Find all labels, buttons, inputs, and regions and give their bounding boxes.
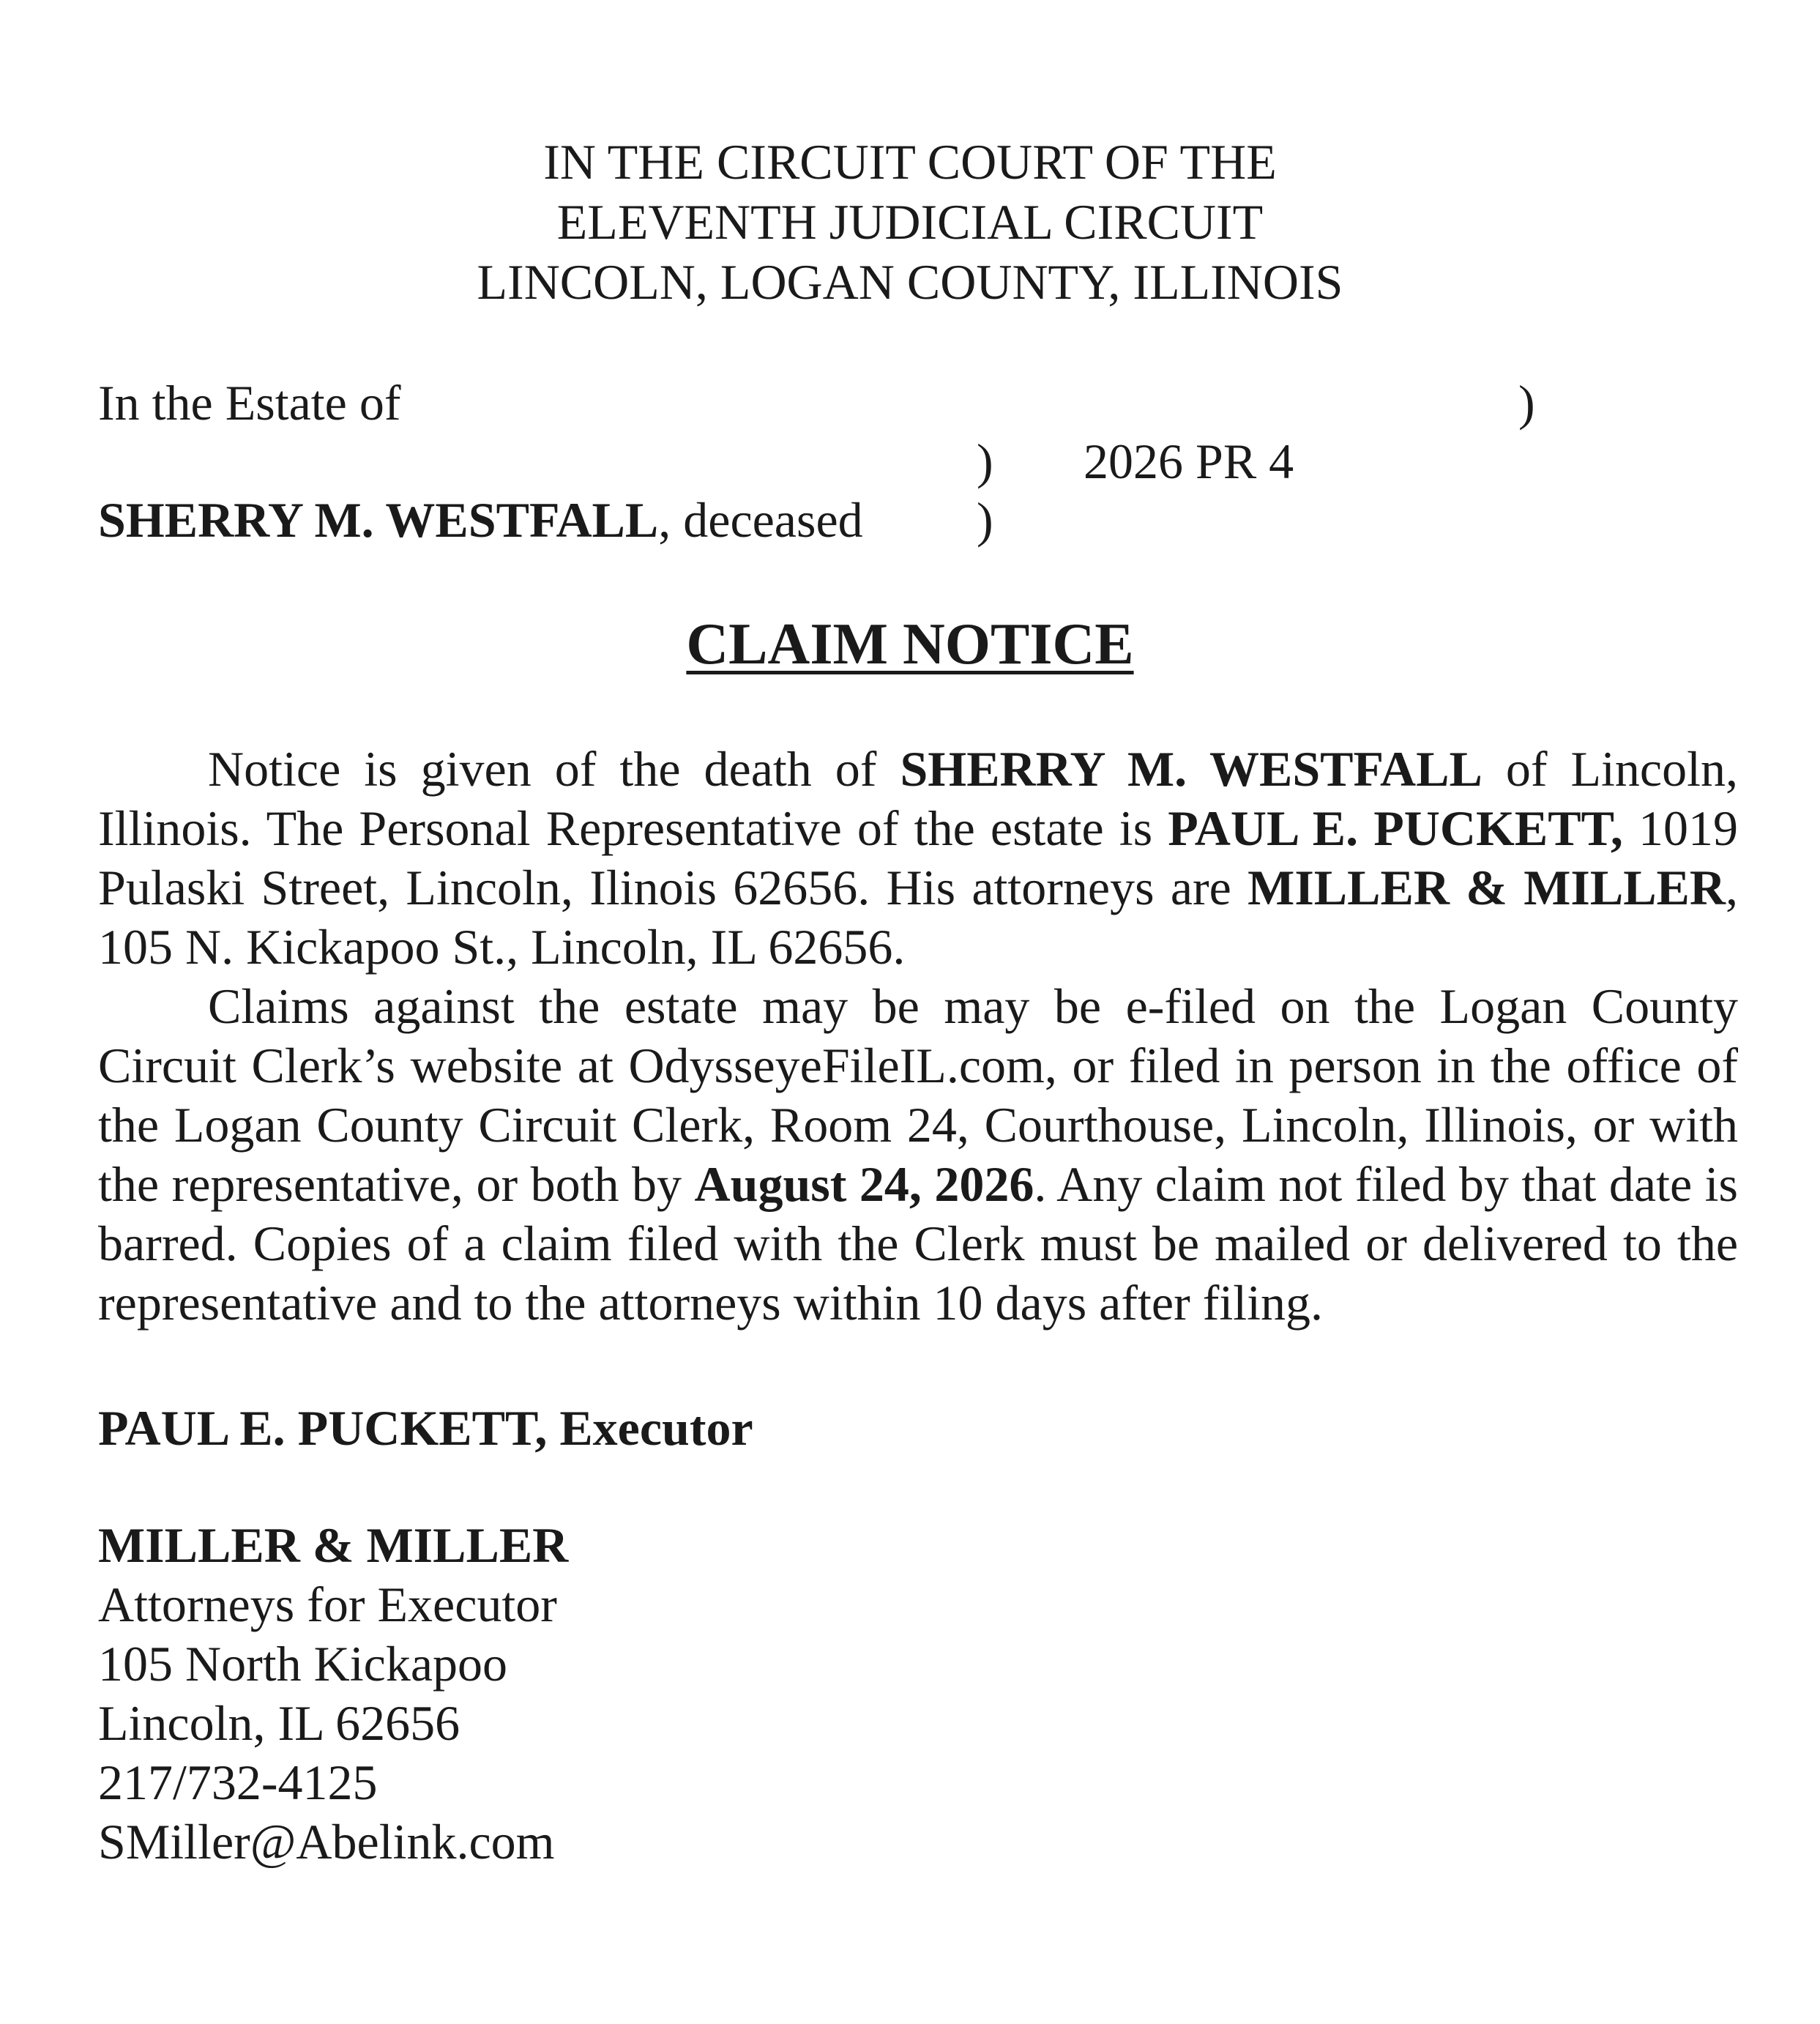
- court-header-line2: ELEVENTH JUDICIAL CIRCUIT: [556, 194, 1264, 250]
- p1-text-4: , 105 N. Kickapoo St., Lincoln, IL 62656.: [98, 860, 1739, 975]
- attorney-email: SMiller@Abelink.com: [98, 1814, 555, 1869]
- p1-text-2: of Lincoln, Illinois. The Personal Representative of the estate is: [98, 741, 1739, 856]
- notice-paragraph-1: [98, 740, 1738, 977]
- caption-paren-2: ): [977, 434, 993, 489]
- caption-paren-3: ): [977, 492, 993, 548]
- case-number: 2026 PR 4: [1084, 434, 1294, 489]
- notice-paragraph-2: [98, 977, 1738, 1333]
- decedent-name: SHERRY M. WESTFALL: [98, 492, 659, 548]
- court-header: [0, 132, 1820, 312]
- attorney-city: Lincoln, IL 62656: [98, 1695, 460, 1751]
- attorney-role: Attorneys for Executor: [98, 1577, 557, 1632]
- attorney-firm: MILLER & MILLER: [98, 1517, 569, 1573]
- p2-text-1: Claims against the estate may be may be e-filed on the Logan County Circuit Clerk’s website at OdysseyeFileIL.com, or filed in person in the office of the Logan County Circuit Clerk, Room 24, Courthouse, Lincoln, Illinois, or with the representative, or both by: [98, 978, 1738, 1212]
- p1-text-3: 1019 Pulaski Street, Lincoln, Ilinois 62656. His attorneys are: [98, 800, 1739, 915]
- notice-body: [98, 740, 1738, 1333]
- court-header-line1: IN THE CIRCUIT COURT OF THE: [543, 134, 1277, 190]
- decedent-line: [98, 491, 863, 549]
- attorney-phone: 217/732-4125: [98, 1755, 378, 1810]
- document-title-text: CLAIM NOTICE: [686, 612, 1134, 677]
- court-header-line3: LINCOLN, LOGAN COUNTY, ILLINOIS: [477, 254, 1343, 310]
- p1-representative-name: PAUL E. PUCKETT,: [1168, 800, 1623, 856]
- caption-paren-1: ): [1518, 375, 1535, 431]
- executor-signature: PAUL E. PUCKETT, Executor: [98, 1400, 753, 1456]
- attorney-block: [98, 1516, 568, 1872]
- estate-of-label: In the Estate of: [98, 375, 401, 431]
- p1-attorney-firm: MILLER & MILLER: [1247, 860, 1726, 915]
- p2-text-2: . Any claim not filed by that date is barred. Copies of a claim filed with the Clerk must be mailed or delivered to the representative and to the attorneys within 10 days after filing.: [98, 1156, 1739, 1331]
- document-title: [0, 611, 1820, 677]
- p2-deadline-date: August 24, 2026: [694, 1156, 1034, 1212]
- attorney-street: 105 North Kickapoo: [98, 1636, 508, 1692]
- p1-text-1: Notice is given of the death of: [208, 741, 900, 797]
- decedent-suffix: , deceased: [658, 492, 863, 548]
- p1-decedent-name: SHERRY M. WESTFALL: [900, 741, 1483, 797]
